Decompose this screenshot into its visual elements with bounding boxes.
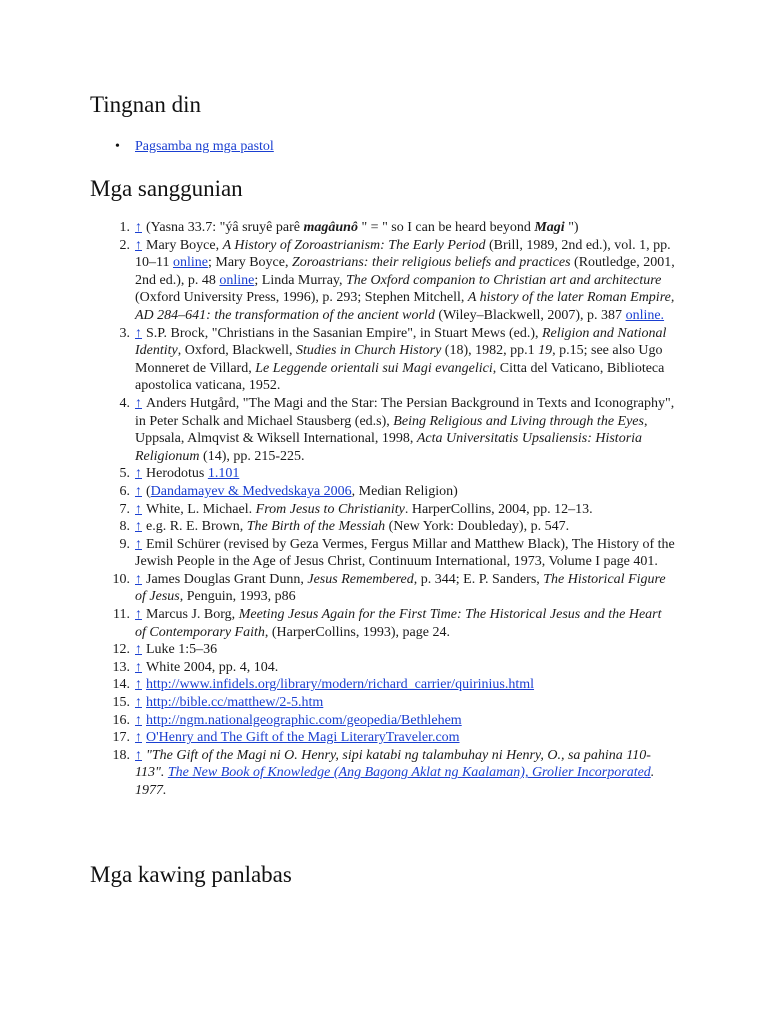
reference-text: S.P. Brock, "Christians in the Sasanian Empire", in Stuart Mews (ed.), [146,325,542,341]
backlink-arrow-icon[interactable]: ↑ [135,466,142,482]
reference-text: , (HarperCollins, 1993), page 24. [264,624,450,640]
reference-text: . HarperCollins, 2004, pp. 12–13. [404,501,593,517]
reference-number: 18. [112,747,130,763]
reference-link[interactable]: Dandamayev & Medvedskaya 2006 [150,483,352,499]
reference-title: The Historical Figure of Jesus [135,571,666,605]
reference-text: Emil Schürer (revised by Geza Vermes, Fergus Millar and Matthew Black), The History of the Jewish People in the Age of Jesus Christ, Continuum International, 1973, Volume I page 401. [135,536,675,570]
reference-title: The Oxford companion to Christian art and architecture [346,272,662,288]
reference-item [90,676,675,694]
reference-item [90,325,675,395]
reference-title: Acta Universitatis Upsaliensis: Historia Religionum [135,431,643,464]
reference-number: 16. [112,712,130,728]
external-links-heading: Mga kawing panlabas [90,862,292,887]
backlink-arrow-icon[interactable]: ↑ [135,677,142,693]
reference-link[interactable]: 1.101 [207,466,240,482]
reference-item [90,641,675,659]
backlink-arrow-icon[interactable]: ↑ [135,483,142,499]
reference-emphasis: Magi [534,220,565,235]
reference-number: 7. [119,501,130,517]
reference-text: , p.15; see also Ugo Monneret de Villard, [135,343,663,376]
reference-link[interactable]: The New Book of Knowledge (Ang Bagong Aklat ng Kaalaman), Grolier Incorporated [167,765,651,781]
reference-title: . 1977. [135,765,655,798]
reference-text: Luke 1:5–36 [146,642,218,658]
reference-emphasis: magâunô [303,220,358,235]
reference-text: ") [564,220,579,235]
reference-text: (Yasna 33.7: "ýâ sruyê parê [146,220,304,235]
reference-item [90,659,675,677]
reference-link[interactable]: online. [625,307,665,323]
reference-number: 4. [119,395,130,411]
reference-text: (Brill, 1989, 2nd ed.), vol. 1, pp. 10–11 [135,237,671,271]
reference-text: Herodotus [146,466,208,482]
backlink-arrow-icon[interactable]: ↑ [135,395,142,411]
reference-title: A history of the later Roman Empire, AD 284–641: the transformation of the ancient world [135,290,675,323]
reference-text: (New York: Doubleday), p. 547. [385,519,570,535]
reference-item [90,536,675,571]
backlink-arrow-icon[interactable]: ↑ [135,712,142,728]
reference-link[interactable]: O'Henry and The Gift of the Magi LiteraryTraveler.com [146,730,460,746]
reference-text: (Wiley–Blackwell, 2007), p. 387 [434,307,626,323]
reference-text: (14), pp. 215-225. [199,448,305,464]
reference-text: James Douglas Grant Dunn, [146,571,308,587]
backlink-arrow-icon[interactable]: ↑ [135,237,142,253]
reference-item [90,237,675,325]
backlink-arrow-icon[interactable]: ↑ [135,730,142,746]
reference-title: Religion and National Identity [135,325,667,359]
backlink-arrow-icon[interactable]: ↑ [135,571,142,587]
reference-text: , Uppsala, Almqvist & Wiksell International, 1998, [135,413,648,447]
see-also-list [90,138,710,155]
see-also-link[interactable]: Pagsamba ng mga pastol [135,139,274,154]
reference-number: 13. [112,659,130,675]
reference-text: (18), 1982, pp.1 [441,343,539,359]
reference-item [90,729,675,747]
reference-item [90,501,675,519]
reference-text: , Oxford, Blackwell, [177,343,296,359]
reference-item [90,606,675,641]
reference-item [90,465,675,483]
reference-title: "The Gift of the Magi ni O. Henry, sipi katabi ng talambuhay ni Henry, O., sa pahina 110-113". [135,747,651,781]
reference-text: White 2004, pp. 4, 104. [146,659,279,675]
reference-title: 19 [538,343,553,359]
reference-title: From Jesus to Christianity [255,501,405,517]
reference-number: 5. [119,466,130,482]
reference-number: 17. [112,730,130,746]
reference-number: 8. [119,519,130,535]
reference-item [90,694,675,712]
reference-item [90,747,675,800]
backlink-arrow-icon[interactable]: ↑ [135,695,142,711]
reference-text: Marcus J. Borg, [146,607,239,623]
reference-text: ( [146,483,151,499]
reference-text: , p. 344; E. P. Sanders, [413,571,544,587]
reference-number: 10. [112,571,130,587]
reference-number: 11. [113,607,130,623]
reference-title: Le Leggende orientali sui Magi evangelici [255,360,493,376]
reference-text: " = " so I can be heard beyond [357,220,535,235]
reference-item [90,518,675,536]
reference-item [90,712,675,730]
reference-item [90,483,675,501]
reference-item [90,219,675,237]
references-list [90,219,675,800]
reference-number: 2. [119,237,130,253]
reference-text: e.g. R. E. Brown, [146,519,247,535]
references-heading: Mga sanggunian [90,176,243,201]
reference-title: The Birth of the Messiah [246,519,386,535]
reference-title: A History of Zoroastrianism: The Early Period [222,237,486,253]
backlink-arrow-icon[interactable]: ↑ [135,536,142,552]
backlink-arrow-icon[interactable]: ↑ [135,659,142,675]
reference-number: 3. [119,325,130,341]
backlink-arrow-icon[interactable]: ↑ [135,325,142,341]
reference-text: (Routledge, 2001, 2nd ed.), p. 48 [135,255,675,288]
reference-item [90,571,675,606]
reference-item [90,395,675,465]
reference-text: , Median Religion) [351,483,458,499]
backlink-arrow-icon[interactable]: ↑ [135,607,142,623]
reference-number: 15. [112,695,130,711]
reference-title: Studies in Church History [295,343,442,359]
reference-text: ; Linda Murray, [254,272,347,288]
reference-title: Zoroastrians: their religious beliefs and practices [291,255,571,271]
reference-title: Jesus Remembered [307,571,414,587]
reference-link[interactable]: online [172,255,208,271]
reference-number: 14. [112,677,130,693]
reference-link[interactable]: online [219,272,255,288]
reference-text: ; Mary Boyce, [207,255,292,271]
reference-link[interactable]: http://ngm.nationalgeographic.com/geopedia/Bethlehem [146,712,462,728]
reference-link[interactable]: http://bible.cc/matthew/2-5.htm [146,695,324,711]
reference-title: Being Religious and Living through the Eyes [393,413,644,429]
reference-title: Meeting Jesus Again for the First Time: The Historical Jesus and the Heart of Contemporary Faith [135,607,662,640]
reference-text: Mary Boyce, [146,237,223,253]
reference-text: , Penguin, 1993, p86 [179,589,296,605]
reference-number: 12. [112,642,130,658]
backlink-arrow-icon[interactable]: ↑ [135,747,142,763]
see-also-heading: Tingnan din [90,92,201,117]
reference-text: Anders Hutgård, "The Magi and the Star: The Persian Background in Texts and Iconography", in Peter Schalk and Michael Stausberg (ed.s), [135,395,675,429]
backlink-arrow-icon[interactable]: ↑ [135,519,142,535]
list-item [90,138,710,155]
backlink-arrow-icon[interactable]: ↑ [135,220,142,235]
backlink-arrow-icon[interactable]: ↑ [135,642,142,658]
reference-text: (Oxford University Press, 1996), p. 293; Stephen Mitchell, [135,290,468,306]
reference-number: 6. [119,483,130,499]
reference-number: 1. [119,220,130,235]
reference-text: , Citta del Vaticano, Biblioteca apostolica vaticana, 1952. [135,360,665,394]
reference-text: White, L. Michael. [146,501,256,517]
reference-number: 9. [119,536,130,552]
backlink-arrow-icon[interactable]: ↑ [135,501,142,517]
reference-link[interactable]: http://www.infidels.org/library/modern/richard_carrier/quirinius.html [146,677,535,693]
